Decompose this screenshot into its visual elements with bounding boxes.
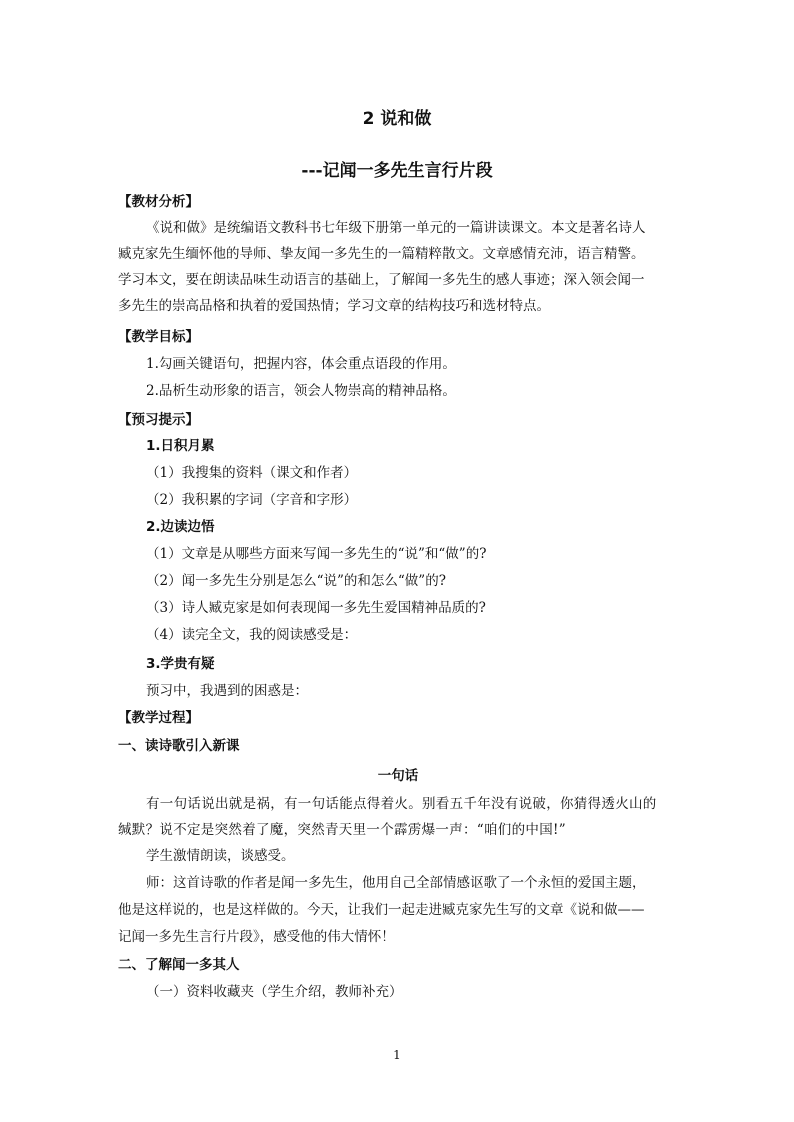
process-paragraph: 师：这首诗歌的作者是闻一多先生，他用自己全部情感讴歌了一个永恒的爱国主题，: [146, 875, 646, 891]
page-number: 1: [393, 1048, 401, 1062]
heading-preview: 【预习提示】: [118, 412, 199, 428]
goal-item: 1.勾画关键语句，把握内容，体会重点语段的作用。: [146, 356, 456, 372]
preview-sub-heading: 1.日积月累: [146, 438, 215, 454]
heading-goals: 【教学目标】: [118, 329, 199, 345]
goal-item: 2.品析生动形象的语言，领会人物崇高的精神品格。: [146, 383, 456, 399]
poem-line: 缄默？说不定是突然着了魔，突然青天里一个霹雳爆一声：“咱们的中国!”: [118, 822, 566, 838]
process-paragraph: 学生激情朗读，谈感受。: [146, 848, 295, 864]
poem-line: 有一句话说出就是祸，有一句话能点得着火。别看五千年没有说破，你猜得透火山的: [146, 796, 657, 812]
poem-title: 一句话: [377, 768, 419, 784]
preview-item: （3）诗人臧克家是如何表现闻一多先生爱国精神品质的?: [146, 600, 486, 616]
process-paragraph: 他是这样说的，也是这样做的。今天，让我们一起走进臧克家先生写的文章《说和做——: [118, 902, 645, 918]
process-item: （一）资料收藏夹（学生介绍，教师补充）: [146, 984, 403, 1000]
analysis-line: 臧克家先生缅怀他的导师、挚友闻一多先生的一篇精粹散文。文章感情充沛，语言精警。: [118, 246, 645, 262]
heading-analysis: 【教材分析】: [118, 194, 199, 210]
lesson-subtitle: ---记闻一多先生言行片段: [301, 161, 493, 181]
analysis-line: 多先生的崇高品格和执着的爱国热情；学习文章的结构技巧和选材特点。: [118, 298, 550, 314]
preview-text: 预习中，我遇到的困惑是：: [146, 683, 308, 699]
analysis-line: 学习本文，要在朗读品味生动语言的基础上，了解闻一多先生的感人事迹；深入领会闻一: [118, 272, 645, 288]
process-part-heading: 一、读诗歌引入新课: [118, 738, 240, 754]
preview-item: （2）我积累的字词（字音和字形）: [146, 492, 358, 508]
preview-item: （4）读完全文，我的阅读感受是：: [146, 627, 358, 643]
analysis-line: 《说和做》是统编语文教科书七年级下册第一单元的一篇讲读课文。本文是著名诗人: [146, 220, 646, 236]
process-part-heading: 二、了解闻一多其人: [118, 957, 240, 973]
preview-item: （1）文章是从哪些方面来写闻一多先生的“说”和“做”的?: [146, 546, 487, 562]
preview-sub-heading: 2.边读边悟: [146, 519, 215, 535]
preview-item: （1）我搜集的资料（课文和作者）: [146, 465, 358, 481]
process-paragraph: 记闻一多先生言行片段》，感受他的伟大情怀！: [118, 929, 395, 945]
preview-sub-heading: 3.学贵有疑: [146, 656, 215, 672]
heading-process: 【教学过程】: [118, 710, 199, 726]
preview-item: （2）闻一多先生分别是怎么“说”的和怎么“做”的?: [146, 573, 446, 589]
lesson-title: 2 说和做: [362, 109, 432, 129]
